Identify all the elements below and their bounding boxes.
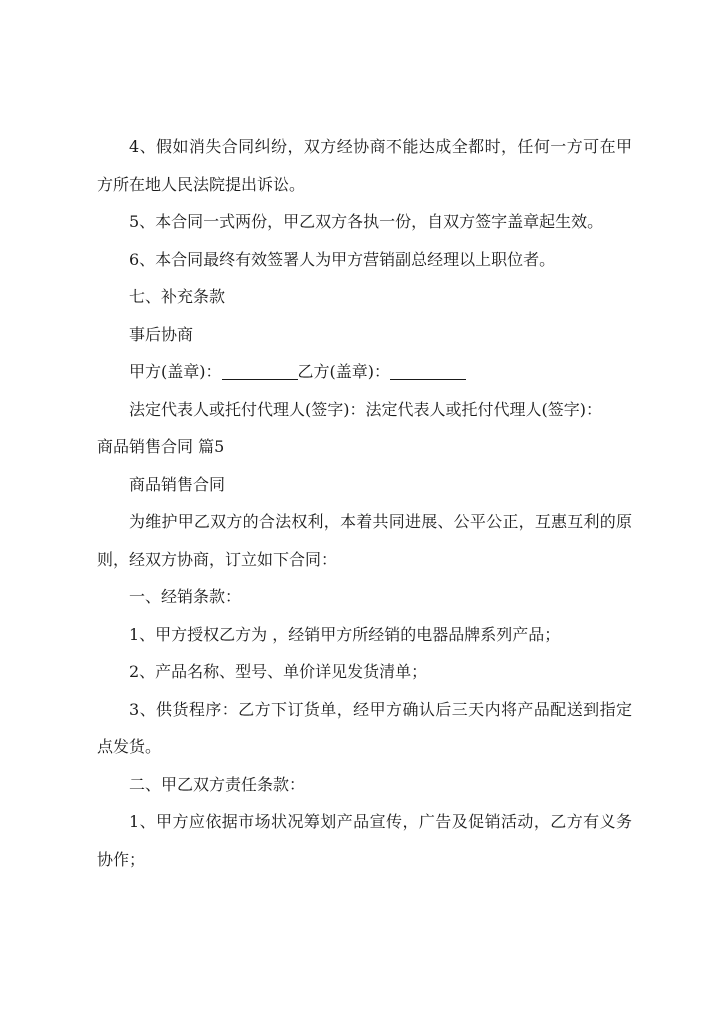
seal-line [97,353,632,391]
distribution-term-1: 1、甲方授权乙方为 ，经销甲方所经销的电器品牌系列产品； [129,624,561,644]
clause-4-dispute: 4、假如消失合同纠纷，双方经协商不能达成全都时，任何一方可在甲方所在地人民法院提出诉讼。 [97,137,632,194]
contract-title: 商品销售合同 [129,474,226,494]
distribution-term-2: 2、产品名称、型号、单价详见发货清单； [129,662,428,681]
representative-signature-line: 法定代表人或托付代理人(签字)：法定代表人或托付代理人(签字)： [129,399,602,419]
responsibility-term-1: 1、甲方应依据市场状况筹划产品宣传，广告及促销活动，乙方有义务协作； [97,812,632,869]
supplement-text: 事后协商 [129,324,194,344]
clause-5-copies: 5、本合同一式两份，甲乙双方各执一份，自双方签字盖章起生效。 [129,212,604,231]
party-b-seal-label: 乙方(盖章)： [297,362,390,381]
distribution-terms-heading: 一、经销条款： [129,587,242,606]
section-7-heading: 七、补充条款 [129,287,226,306]
section-heading: 商品销售合同 篇5 [97,437,225,456]
responsibilities-heading: 二、甲乙双方责任条款： [129,774,306,794]
document-body [97,128,632,878]
clause-6-signatory: 6、本合同最终有效签署人为甲方营销副总经理以上职位者。 [129,249,556,269]
party-b-seal-blank [390,363,466,380]
distribution-term-3: 3、供货程序：乙方下订货单，经甲方确认后三天内将产品配送到指定点发货。 [97,699,632,756]
party-a-seal-blank [222,363,298,380]
party-a-seal-label: 甲方(盖章)： [129,362,222,381]
preamble: 为维护甲乙双方的合法权利，本着共同进展、公平公正，互惠互利的原则，经双方协商，订立如下合同： [97,512,632,569]
